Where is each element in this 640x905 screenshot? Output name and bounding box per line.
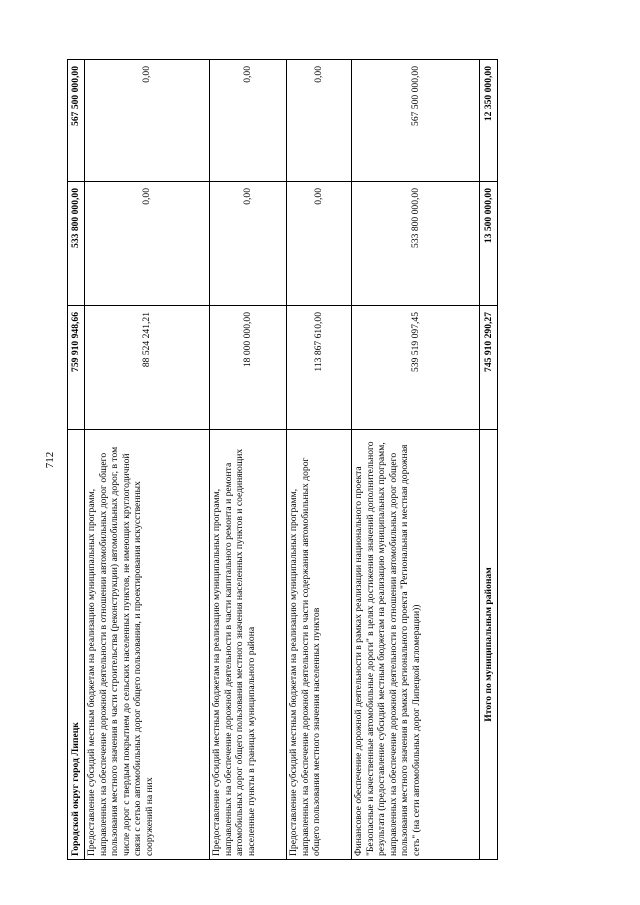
rotated-table-container xyxy=(67,60,497,860)
district-value-1: 759 910 948,66 xyxy=(68,306,85,430)
total-row xyxy=(480,60,498,860)
total-value-3: 12 350 000,00 xyxy=(480,60,498,182)
row-value-3: 0,00 xyxy=(287,60,352,182)
row-value-2: 533 800 000,00 xyxy=(352,182,480,306)
row-value-3: 567 500 000,00 xyxy=(352,60,480,182)
row-description: Предоставление субсидий местным бюджетам на реализацию муниципальных программ, направленных на обеспечение дорожной деятельности в части капитального ремонта и ремонта автомобильных дорог общего пользования местного значения населенных пунктов и соединяющих населенные пункты в границах муниципального района xyxy=(210,430,287,860)
row-description: Предоставление субсидий местным бюджетам на реализацию муниципальных программ, направленных на обеспечение дорожной деятельности в части содержания автомобильных дорог общего пользования местного значения населенных пунктов xyxy=(287,430,352,860)
row-value-3: 0,00 xyxy=(85,60,210,182)
table-row xyxy=(210,60,287,860)
district-value-2: 533 800 000,00 xyxy=(68,182,85,306)
row-description: Предоставление субсидий местным бюджетам на реализацию муниципальных программ, направленных на обеспечение дорожной деятельности в отношении автомобильных дорог общего пользования местного значения в части строительства (реконструкции) автомобильных дорог, в том числе дорог с твердым покрытием до сельских населенных пунктов, не имеющих круглогодичной связи с сетью автомобильных дорог общего пользования, и проектирования искусственных сооружений на них xyxy=(85,430,210,860)
row-description: Финансовое обеспечение дорожной деятельности в рамках реализации национального проекта "Безопасные и качественные автомобильные дороги" в целях достижения значений дополнительного результата (предоставление субсидий местным бюджетам на реализацию муниципальных программ, направленных на обеспечение дорожной деятельности в отношении автомобильных дорог общего пользования местного значения в рамках регионального проекта "Региональная и местная дорожная сеть" (на сети автомобильных дорог Липецкой агломерации)) xyxy=(352,430,480,860)
row-value-2: 0,00 xyxy=(287,182,352,306)
table-row xyxy=(287,60,352,860)
total-value-2: 13 500 000,00 xyxy=(480,182,498,306)
subsidy-table xyxy=(67,59,498,860)
district-name: Городской округ город Липецк xyxy=(68,430,85,860)
row-value-2: 0,00 xyxy=(85,182,210,306)
row-value-3: 0,00 xyxy=(210,60,287,182)
row-value-1: 539 519 097,45 xyxy=(352,306,480,430)
table-row xyxy=(352,60,480,860)
table-row xyxy=(85,60,210,860)
district-header-row xyxy=(68,60,85,860)
row-value-1: 18 000 000,00 xyxy=(210,306,287,430)
total-value-1: 745 910 290,27 xyxy=(480,306,498,430)
row-value-1: 88 524 241,21 xyxy=(85,306,210,430)
row-value-2: 0,00 xyxy=(210,182,287,306)
page-number: 712 xyxy=(44,451,56,469)
total-label: Итого по муниципальным районам xyxy=(480,430,498,860)
row-value-1: 113 867 610,00 xyxy=(287,306,352,430)
district-value-3: 567 500 000,00 xyxy=(68,60,85,182)
